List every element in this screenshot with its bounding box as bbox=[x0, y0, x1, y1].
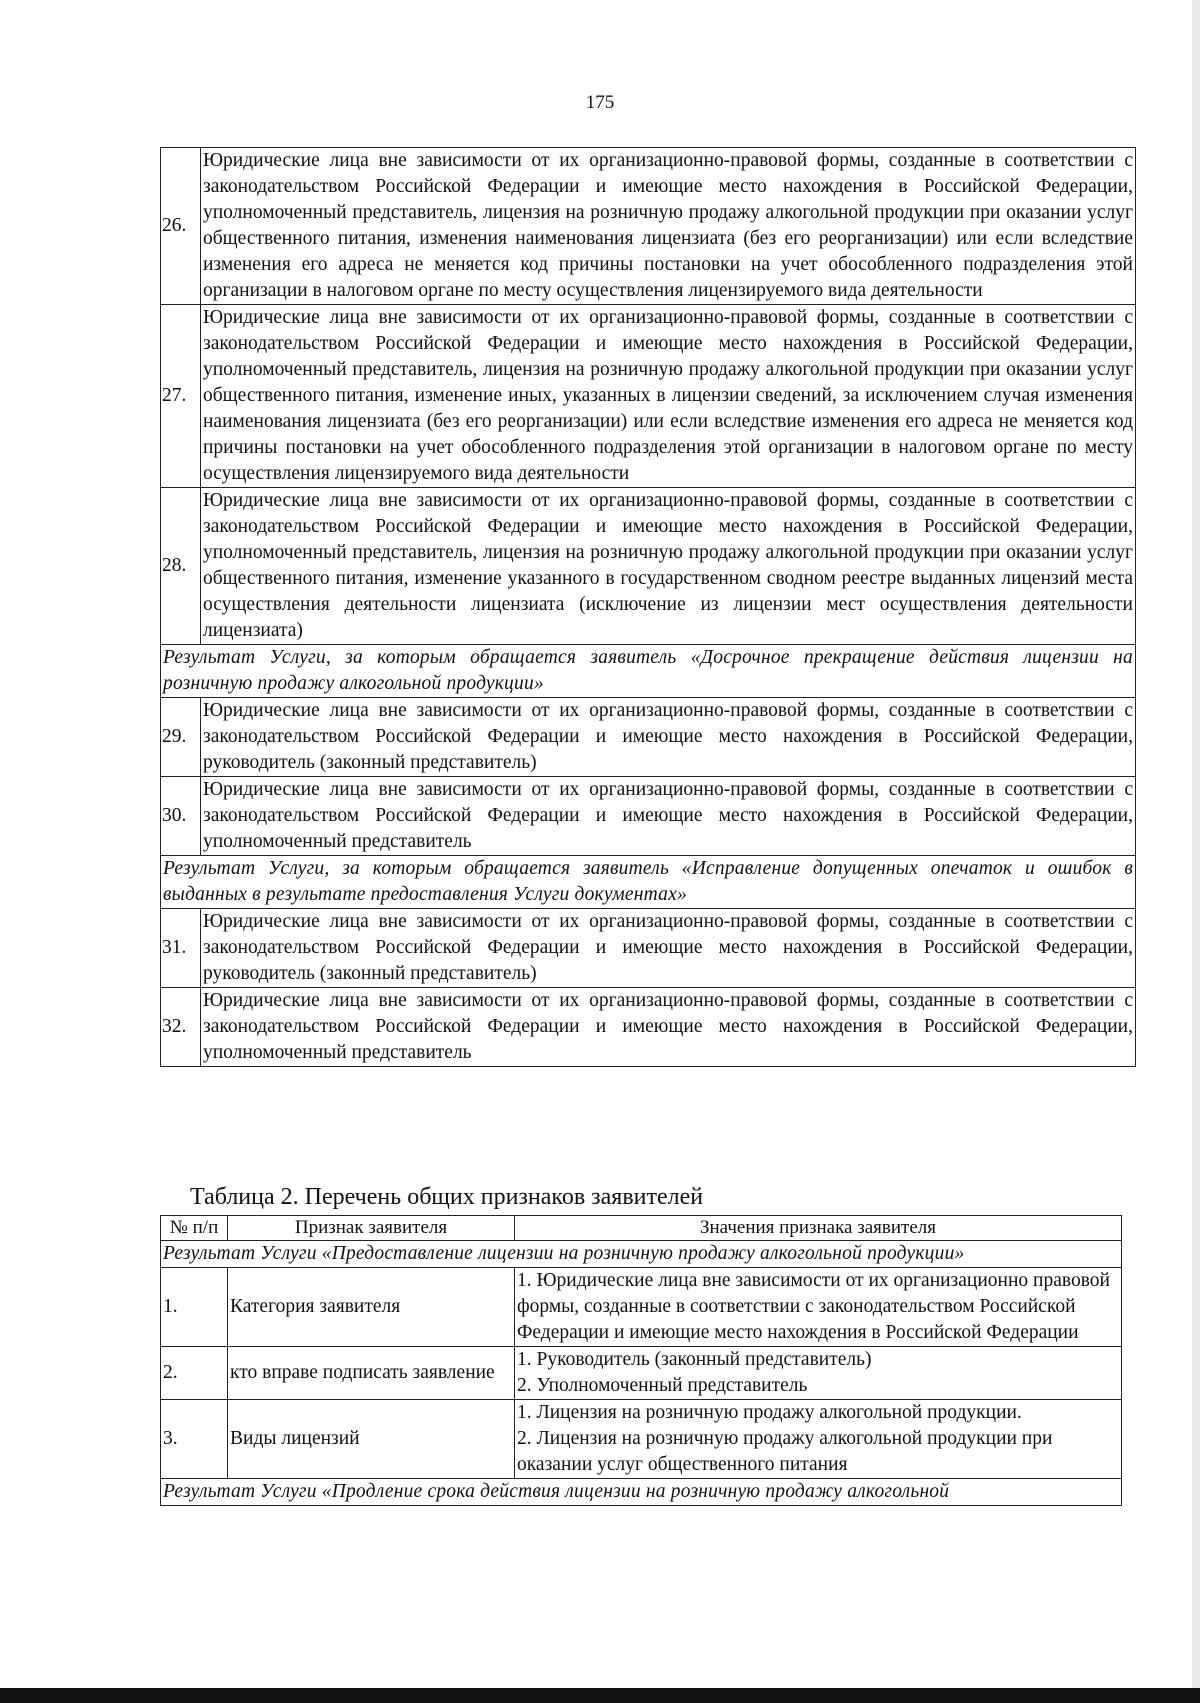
row-description: Юридические лица вне зависимости от их организационно-правовой формы, созданные в соответствии с законодательством Российской Федерации и имеющие место нахождения в Российской Федерации, уполномоченный представитель bbox=[201, 777, 1136, 856]
section-header-row bbox=[161, 645, 1136, 698]
header-feature: Признак заявителя bbox=[228, 1216, 515, 1241]
table-row bbox=[161, 777, 1136, 856]
value-line: 1. Руководитель (законный представитель) bbox=[517, 1349, 872, 1370]
table-row bbox=[161, 698, 1136, 777]
page-number: 175 bbox=[585, 92, 615, 113]
table-row bbox=[161, 1347, 1122, 1400]
table-row bbox=[161, 305, 1136, 488]
scan-edge bbox=[1192, 0, 1200, 1703]
row-number: 30. bbox=[161, 777, 201, 856]
row-number: 29. bbox=[161, 698, 201, 777]
value-line: 2. Лицензия на розничную продажу алкогольной продукции при оказании услуг общественного питания bbox=[517, 1428, 1053, 1475]
feature-values bbox=[515, 1400, 1122, 1479]
row-description: Юридические лица вне зависимости от их организационно-правовой формы, созданные в соответствии с законодательством Российской Федерации и имеющие место нахождения в Российской Федерации, руководитель (законный представитель) bbox=[201, 909, 1136, 988]
row-number: 3. bbox=[161, 1400, 228, 1479]
feature-name: Категория заявителя bbox=[228, 1268, 515, 1347]
section-header-row bbox=[161, 856, 1136, 909]
table-row bbox=[161, 988, 1136, 1067]
section-title: Результат Услуги «Продление срока действия лицензии на розничную продажу алкогольной bbox=[161, 1479, 1122, 1506]
table-row bbox=[161, 1268, 1122, 1347]
table-row bbox=[161, 148, 1136, 305]
table-row bbox=[161, 1400, 1122, 1479]
section-title: Результат Услуги, за которым обращается заявитель «Досрочное прекращение действия лицензии на розничную продажу алкогольной продукции» bbox=[161, 645, 1136, 698]
header-values: Значения признака заявителя bbox=[515, 1216, 1122, 1241]
row-number: 32. bbox=[161, 988, 201, 1067]
row-description: Юридические лица вне зависимости от их организационно-правовой формы, созданные в соответствии с законодательством Российской Федерации и имеющие место нахождения в Российской Федерации, уполномоченный представитель, лицензия на розничную продажу алкогольной продукции при оказании услуг общественного питания, изменение указанного в государственном сводном реестре выданных лицензий места осуществления деятельности лицензиата (исключение из лицензии мест осуществления деятельности лицензиата) bbox=[201, 488, 1136, 645]
table-header-row bbox=[161, 1216, 1122, 1241]
feature-values bbox=[515, 1268, 1122, 1347]
row-description: Юридические лица вне зависимости от их организационно-правовой формы, созданные в соответствии с законодательством Российской Федерации и имеющие место нахождения в Российской Федерации, руководитель (законный представитель) bbox=[201, 698, 1136, 777]
applicants-table bbox=[160, 147, 1136, 1067]
row-description: Юридические лица вне зависимости от их организационно-правовой формы, созданные в соответствии с законодательством Российской Федерации и имеющие место нахождения в Российской Федерации, уполномоченный представитель, лицензия на розничную продажу алкогольной продукции при оказании услуг общественного питания, изменение иных, указанных в лицензии сведений, за исключением случая изменения наименования лицензиата (без его реорганизации) или если вследствие изменения его адреса не меняется код причины постановки на учет обособленного подразделения этой организации в налоговом органе по месту осуществления лицензируемого вида деятельности bbox=[201, 305, 1136, 488]
value-line: 1. Лицензия на розничную продажу алкогольной продукции. bbox=[517, 1402, 1022, 1423]
section-header-row bbox=[161, 1479, 1122, 1506]
row-number: 28. bbox=[161, 488, 201, 645]
value-line: 1. Юридические лица вне зависимости от их организационно правовой формы, созданные в соответствии с законодательством Российской Федерации и имеющие место нахождения в Российской Федерации bbox=[517, 1270, 1110, 1343]
applicant-features-table bbox=[160, 1215, 1122, 1506]
row-number: 2. bbox=[161, 1347, 228, 1400]
feature-values bbox=[515, 1347, 1122, 1400]
section-title: Результат Услуги «Предоставление лицензии на розничную продажу алкогольной продукции» bbox=[161, 1241, 1122, 1268]
section-header-row bbox=[161, 1241, 1122, 1268]
row-number: 31. bbox=[161, 909, 201, 988]
row-number: 27. bbox=[161, 305, 201, 488]
row-description: Юридические лица вне зависимости от их организационно-правовой формы, созданные в соответствии с законодательством Российской Федерации и имеющие место нахождения в Российской Федерации, уполномоченный представитель, лицензия на розничную продажу алкогольной продукции при оказании услуг общественного питания, изменения наименования лицензиата (без его реорганизации) или если вследствие изменения его адреса не меняется код причины постановки на учет обособленного подразделения этой организации в налоговом органе по месту осуществления лицензируемого вида деятельности bbox=[201, 148, 1136, 305]
table-row bbox=[161, 488, 1136, 645]
feature-name: Виды лицензий bbox=[228, 1400, 515, 1479]
header-number: № п/п bbox=[161, 1216, 228, 1241]
scan-bar bbox=[0, 1688, 1200, 1703]
value-line: 2. Уполномоченный представитель bbox=[517, 1375, 808, 1396]
section-title: Результат Услуги, за которым обращается заявитель «Исправление допущенных опечаток и ошибок в выданных в результате предоставления Услуги документах» bbox=[161, 856, 1136, 909]
feature-name: кто вправе подписать заявление bbox=[228, 1347, 515, 1400]
table2-caption: Таблица 2. Перечень общих признаков заявителей bbox=[190, 1184, 704, 1210]
row-number: 26. bbox=[161, 148, 201, 305]
table-row bbox=[161, 909, 1136, 988]
row-description: Юридические лица вне зависимости от их организационно-правовой формы, созданные в соответствии с законодательством Российской Федерации и имеющие место нахождения в Российской Федерации, уполномоченный представитель bbox=[201, 988, 1136, 1067]
row-number: 1. bbox=[161, 1268, 228, 1347]
